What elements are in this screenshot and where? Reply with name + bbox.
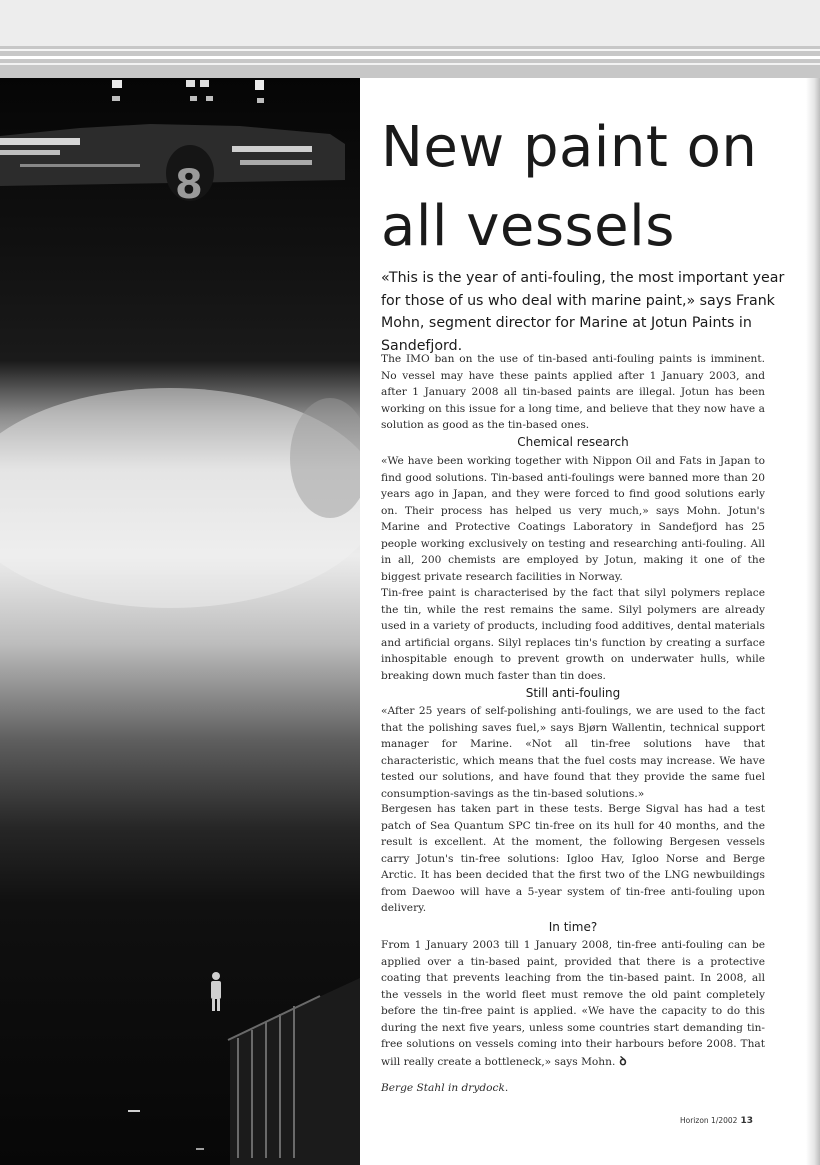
stern-railing xyxy=(20,164,140,167)
body-paragraph: Tin-free paint is characterised by the fact that silyl polymers replace the tin, while the rest remains the same. Silyl polymers are already used in a variety of products, including food additives, dental materials and artificial organs. Silyl replaces tin's function by creating a surface inhospitable enough to prevent growth on underwater hulls, while breaking down much faster than tin does. xyxy=(381,587,765,682)
page-header-band xyxy=(0,0,820,78)
page-fold-shadow xyxy=(806,78,820,1165)
dock-light xyxy=(257,98,264,103)
body-paragraph: «After 25 years of self-polishing anti-foulings, we are used to the fact that the polishing saves fuel,» says Bjørn Wallentin, technical support manager for Marine. «Not all tin-free solutions have that characteristic, which means that the fuel costs may increase. We have tested our solutions, and have found that they provide the same fuel consumption-savings as the tin-based solutions.» xyxy=(381,705,765,800)
stern-railing xyxy=(0,138,80,145)
header-light-band xyxy=(0,0,820,46)
issue-label: Horizon 1/2002 xyxy=(680,1116,738,1125)
floor-reflection xyxy=(128,1110,140,1112)
photo-caption: Berge Stahl in drydock. xyxy=(381,1082,509,1094)
body-paragraph xyxy=(381,937,765,1070)
intro-paragraph: The IMO ban on the use of tin-based anti-fouling paints is imminent. No vessel may have these paints applied after 1 January 2003, and after 1 January 2008 all tin-based paints are illegal. Jotun has been working on this issue for a long time, and believe that they now have a solution as good as the tin-based ones. xyxy=(381,353,765,431)
page-number: 13 xyxy=(740,1116,753,1126)
dock-light xyxy=(112,96,120,101)
dock-light xyxy=(112,80,122,88)
subheading-in-time: In time? xyxy=(548,920,598,934)
worker-figure xyxy=(211,972,221,1011)
dock-light xyxy=(190,96,197,101)
body-text: From 1 January 2003 till 1 January 2008, tin-free anti-fouling can be applied over a tin-based paint, provided that there is a protective coating that prevents leaching from the tin-based paint. In 2008, all the vessels in the world fleet must remove the old paint completely before the tin-free paint is applied. «We have the capacity to do this during the next five years, unless some countries start demanding tin-free solutions on vessels coming into their harbours before 2008. That will really create a bottleneck,» says Mohn. xyxy=(381,939,765,1068)
subheading-chemical-research: Chemical research xyxy=(517,435,629,449)
headline: New paint on all vessels xyxy=(381,115,758,259)
header-rule xyxy=(0,63,820,65)
stern-railing xyxy=(232,146,312,152)
subheading-still-anti-fouling: Still anti-fouling xyxy=(525,686,621,700)
body-paragraph: «We have been working together with Nippon Oil and Fats in Japan to find good solutions. Tin-based anti-foulings were banned more than 20 years ago in Japan, and they were forced to find good solutions early on. Their process has helped us very much,» says Mohn. Jotun's Marine and Protective Coatings Laboratory in Sandefjord has 25 people working exclusively on testing and researching anti-fouling. All in all, 200 chemists are employed by Jotun, making it one of the biggest private research facilities in Norway. xyxy=(381,455,765,583)
end-of-article-mark: ꝺ xyxy=(619,1053,627,1068)
dock-light xyxy=(200,80,209,87)
stern-railing xyxy=(0,150,60,155)
header-rule xyxy=(0,49,820,51)
stern-railing xyxy=(240,160,312,165)
header-rule xyxy=(0,56,820,59)
lead-paragraph: «This is the year of anti-fouling, the most important year for those of us who deal with marine paint,» says Frank Mohn, segment director for Marine at Jotun Paints in Sandefjord. xyxy=(381,270,785,354)
hull-number-mark: 8 xyxy=(175,162,203,208)
dock-light xyxy=(255,80,264,90)
dock-light xyxy=(206,96,213,101)
dock-light xyxy=(186,80,195,87)
page-folio xyxy=(680,1116,753,1126)
body-paragraph: Bergesen has taken part in these tests. Berge Sigval has had a test patch of Sea Quantum SPC tin-free on its hull for 40 months, and the result is excellent. At the moment, the following Bergesen vessels carry Jotun's tin-free solutions: Igloo Hav, Igloo Norse and Berge Arctic. It has been decided that the first two of the LNG newbuildings from Daewoo will have a 5-year system of tin-free anti-fouling upon delivery. xyxy=(381,803,765,914)
floor-reflection xyxy=(196,1148,204,1150)
drydock-photo xyxy=(0,78,360,1165)
